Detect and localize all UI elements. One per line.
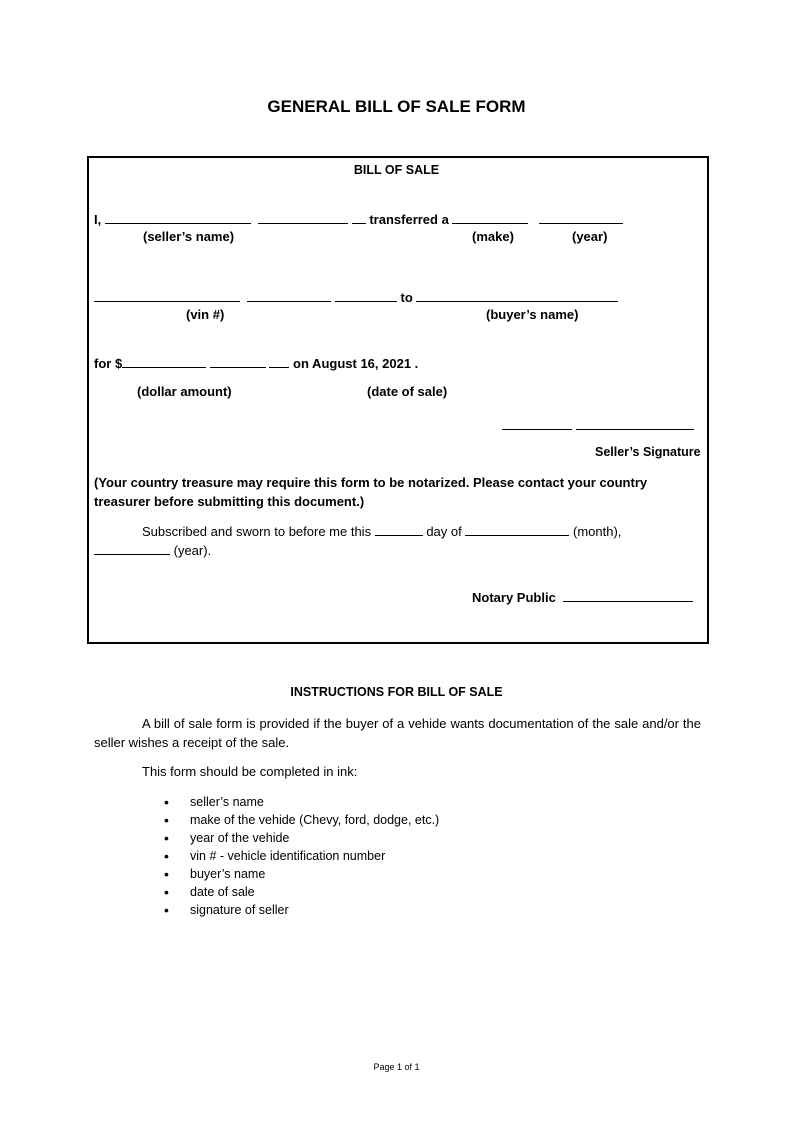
- label-year: (year): [572, 229, 608, 244]
- seller-name-blank-3[interactable]: [352, 211, 366, 224]
- notary-label: Notary Public: [472, 590, 556, 605]
- list-item: • vin # - vehicle identification number: [190, 847, 439, 865]
- seller-signature-label: Seller’s Signature: [595, 445, 701, 459]
- label-date-of-sale: (date of sale): [367, 384, 448, 399]
- instructions-heading: INSTRUCTIONS FOR BILL OF SALE: [290, 685, 503, 699]
- list-item: • year of the vehide: [190, 829, 439, 847]
- list-item: • make of the vehide (Chevy, ford, dodge, etc.): [190, 811, 439, 829]
- dollar-amount-blank[interactable]: [122, 355, 206, 368]
- vin-blank-3[interactable]: [335, 289, 397, 302]
- dollar-amount-blank-2[interactable]: [210, 355, 266, 368]
- instructions-intro: This form should be completed in ink:: [142, 764, 358, 779]
- list-item: • date of sale: [190, 883, 439, 901]
- sworn-text: Subscribed and sworn to before me this: [142, 524, 372, 539]
- buyer-name-blank[interactable]: [416, 289, 618, 302]
- label-buyer-name: (buyer’s name): [486, 307, 579, 322]
- dollar-amount-blank-3[interactable]: [269, 355, 289, 368]
- line1-transferred: transferred a: [369, 212, 449, 227]
- notary-signature-blank[interactable]: [563, 589, 693, 602]
- list-item: • buyer’s name: [190, 865, 439, 883]
- notarization-notice: (Your country treasure may require this form to be notarized. Please contact your country treasurer before submitting this document.): [94, 475, 648, 509]
- seller-name-blank-2[interactable]: [258, 211, 348, 224]
- sworn-statement: [94, 522, 702, 560]
- line1: [94, 211, 623, 227]
- form-heading: BILL OF SALE: [353, 163, 440, 177]
- label-seller-name: (seller’s name): [143, 229, 235, 244]
- seller-signature-line: [502, 417, 694, 435]
- line3: [94, 355, 418, 371]
- document-title: GENERAL BILL OF SALE FORM: [267, 97, 526, 116]
- label-dollar-amount: (dollar amount): [137, 384, 232, 399]
- sworn-year-label: (year).: [173, 543, 212, 558]
- sworn-day-label: day of: [426, 524, 462, 539]
- make-blank[interactable]: [452, 211, 528, 224]
- year-blank[interactable]: [539, 211, 623, 224]
- seller-name-blank[interactable]: [105, 211, 251, 224]
- seller-signature-blank[interactable]: [502, 417, 572, 430]
- line3-for: for $: [94, 356, 123, 371]
- page-footer: Page 1 of 1: [373, 1062, 420, 1072]
- line2: [94, 289, 618, 305]
- vin-blank-2[interactable]: [247, 289, 331, 302]
- list-item: • seller’s name: [190, 793, 439, 811]
- label-vin: (vin #): [186, 307, 225, 322]
- line2-to: to: [400, 290, 413, 305]
- notary-row: [472, 589, 693, 605]
- sworn-day-blank[interactable]: [375, 523, 423, 536]
- line3-on: on August 16, 2021 .: [293, 356, 419, 371]
- line1-prefix: I,: [94, 212, 102, 227]
- sworn-year-blank[interactable]: [94, 542, 170, 555]
- label-make: (make): [472, 229, 514, 244]
- seller-signature-blank-2[interactable]: [576, 417, 694, 430]
- vin-blank[interactable]: [94, 289, 240, 302]
- sworn-month-blank[interactable]: [465, 523, 569, 536]
- instructions-list: [140, 793, 439, 919]
- list-item: • signature of seller: [190, 901, 439, 919]
- sworn-month-label: (month),: [573, 524, 622, 539]
- instructions-paragraph: A bill of sale form is provided if the buyer of a vehide wants documentation of the sale and/or the seller wishes a receipt of the sale.: [94, 716, 701, 750]
